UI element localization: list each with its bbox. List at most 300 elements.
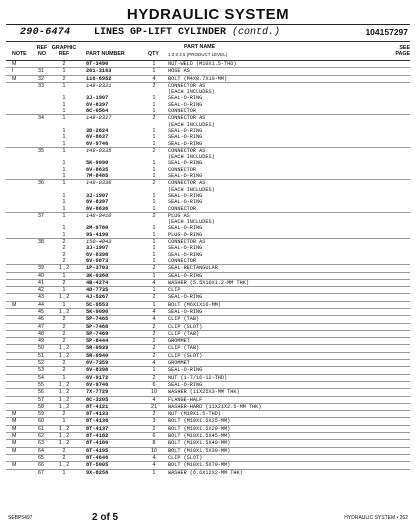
row-part-name: PLUG-O-RING <box>168 231 203 238</box>
row-qty: 1 <box>152 173 156 180</box>
row-part-number: 8T-4137 <box>86 425 109 432</box>
row-graphic-ref: 2 <box>62 323 66 330</box>
table-row <box>6 238 410 245</box>
row-graphic-ref: 2 <box>62 330 66 337</box>
row-qty: 10 <box>151 389 157 396</box>
row-part-number: 6V-9746 <box>86 381 109 388</box>
row-qty: 2 <box>152 374 156 381</box>
row-qty: 3 <box>152 418 156 425</box>
row-graphic-ref: 1 <box>62 108 66 115</box>
row-part-number: 6V-9746 <box>86 140 109 147</box>
row-ref-no: 31 <box>38 68 44 75</box>
table-row <box>6 75 410 82</box>
row-part-number: 6V-8635 <box>86 166 109 173</box>
row-part-number: 2M-9780 <box>86 225 109 232</box>
row-qty: 21 <box>151 403 157 410</box>
row-graphic-ref: 1 , 2 <box>58 381 70 388</box>
row-ref-no: 39 <box>38 265 44 272</box>
row-part-name: BOLT (M10X1.5X45-MM) <box>168 433 231 440</box>
row-graphic-ref: 1 , 2 <box>58 403 70 410</box>
row-part-number: 5C-9553 <box>86 301 109 308</box>
row-part-number: 5R-0939 <box>86 345 109 352</box>
row-graphic-ref: 1 , 2 <box>58 352 70 359</box>
row-graphic-ref: 2 <box>62 338 66 345</box>
table-row <box>6 447 410 454</box>
row-part-name: (EACH INCLUDES) <box>168 89 215 96</box>
assembly-description <box>94 27 280 38</box>
row-qty: 2 <box>152 294 156 301</box>
table-row <box>6 147 410 154</box>
row-part-number: 3J-1907 <box>86 245 109 252</box>
table-row <box>6 293 410 300</box>
row-qty: 1 <box>152 231 156 238</box>
row-qty: 10 <box>151 447 157 454</box>
row-part-name: SEAL-O-RING <box>168 95 203 102</box>
row-part-name: BOLT (M4X0.7X10-MM) <box>168 75 228 82</box>
table-row <box>6 410 410 417</box>
table-row <box>6 308 410 315</box>
row-qty: 1 <box>152 301 156 308</box>
table-row <box>6 403 410 410</box>
table-row <box>6 337 410 344</box>
row-note: M <box>12 411 17 418</box>
row-note: M <box>12 418 17 425</box>
row-qty: 2 <box>152 212 156 219</box>
row-part-number: 8T-4646 <box>86 454 109 461</box>
row-graphic-ref: 1 <box>62 205 66 212</box>
row-graphic-ref: 1 <box>62 469 66 476</box>
row-ref-no: 57 <box>38 396 44 403</box>
row-part-name: (EACH INCLUDES) <box>168 219 215 226</box>
row-qty: 2 <box>152 330 156 337</box>
row-qty: 2 <box>152 352 156 359</box>
row-note: M <box>12 75 17 82</box>
table-row <box>6 330 410 337</box>
row-part-name: SEAL-O-RING <box>168 101 203 108</box>
row-part-number: 8T-4121 <box>86 403 109 410</box>
row-graphic-ref: 1 <box>62 140 66 147</box>
row-part-name: GROMMET <box>168 338 190 345</box>
row-note: M <box>12 440 17 447</box>
row-ref-no: 47 <box>38 323 44 330</box>
row-part-name: CLIP (TAB) <box>168 316 200 323</box>
row-graphic-ref: 1 , 2 <box>58 440 70 447</box>
table-row <box>6 212 410 219</box>
row-part-number: 150-4043 <box>86 239 112 246</box>
row-part-name: CLIP (SLOT) <box>168 323 203 330</box>
table-row <box>6 286 410 293</box>
row-part-number: 6V-8398 <box>86 367 109 374</box>
row-graphic-ref: 1 , 2 <box>58 462 70 469</box>
row-ref-no: 65 <box>38 454 44 461</box>
row-qty: 6 <box>152 433 156 440</box>
row-ref-no: 34 <box>38 115 44 122</box>
row-ref-no: 44 <box>38 301 44 308</box>
col-note: NOTE <box>12 51 27 57</box>
row-part-number: 148-8410 <box>86 212 112 219</box>
row-ref-no: 33 <box>38 82 44 89</box>
table-row <box>6 352 410 359</box>
row-ref-no: 38 <box>38 239 44 246</box>
assembly-part-number: 290-6474 <box>20 27 71 38</box>
row-part-name: SEAL-O-RING <box>168 245 203 252</box>
row-part-number: 8C-0564 <box>86 108 109 115</box>
row-graphic-ref: 1 , 2 <box>58 389 70 396</box>
row-part-number: 8T-4182 <box>86 433 109 440</box>
column-header <box>6 42 410 60</box>
row-ref-no: 56 <box>38 389 44 396</box>
row-part-number: 9S-4190 <box>86 231 109 238</box>
table-row <box>6 425 410 432</box>
table-row <box>6 374 410 381</box>
assembly-description-cont: (contd.) <box>232 27 281 38</box>
row-qty: 2 <box>152 147 156 154</box>
row-part-number: 6V-8636 <box>86 205 109 212</box>
table-row <box>6 323 410 330</box>
row-qty: 1 <box>152 166 156 173</box>
row-qty: 2 <box>152 323 156 330</box>
row-ref-no: 53 <box>38 367 44 374</box>
row-part-name: GROMMET <box>168 360 190 367</box>
row-part-number: 4J-5267 <box>86 294 109 301</box>
row-graphic-ref: 2 <box>62 257 66 264</box>
row-graphic-ref: 1 <box>62 272 66 279</box>
row-part-name: SEAL-O-RING <box>168 381 203 388</box>
row-part-name: CONNECTOR AS <box>168 180 206 187</box>
row-part-name: CONNECTOR AS <box>168 82 206 89</box>
row-part-number: 8T-5005 <box>86 462 109 469</box>
row-part-name: SEAL-O-RING <box>168 251 203 258</box>
row-part-name: NUT (1-7/16-12-THD) <box>168 374 228 381</box>
row-part-name: CLIP (TAB) <box>168 330 200 337</box>
row-ref-no: 60 <box>38 418 44 425</box>
row-graphic-ref: 2 <box>62 360 66 367</box>
row-qty: 1 <box>152 199 156 206</box>
footer-section: HYDRAULIC SYSTEM • 262 <box>344 515 408 521</box>
row-qty: 1 <box>152 469 156 476</box>
row-part-number: 5P-7465 <box>86 316 109 323</box>
row-part-number: 7M-8485 <box>86 173 109 180</box>
row-part-name: WASHER (6.6X12X2-MM THK) <box>168 469 243 476</box>
row-graphic-ref: 1 , 2 <box>58 396 70 403</box>
row-part-name: CLIP (TAB) <box>168 345 200 352</box>
row-part-number: 8T-4136 <box>86 418 109 425</box>
table-row <box>6 179 410 186</box>
row-part-name: CONNECTOR <box>168 257 197 264</box>
row-qty: 1 <box>152 245 156 252</box>
table-row <box>6 301 410 308</box>
row-ref-no: 58 <box>38 403 44 410</box>
row-graphic-ref: 1 , 2 <box>58 294 70 301</box>
row-note: I <box>12 68 14 75</box>
row-part-number: 3J-1907 <box>86 95 109 102</box>
row-graphic-ref: 1 <box>62 134 66 141</box>
row-ref-no: 62 <box>38 433 44 440</box>
row-part-number: 261-3163 <box>86 68 112 75</box>
row-graphic-ref: 1 <box>62 225 66 232</box>
row-part-name: SEAL-O-RING <box>168 308 203 315</box>
row-graphic-ref: 2 <box>62 239 66 246</box>
row-qty: 1 <box>152 287 156 294</box>
row-part-number: 148-8336 <box>86 180 112 187</box>
row-part-number: 6V-8397 <box>86 199 109 206</box>
table-row <box>6 439 410 446</box>
table-row <box>6 264 410 271</box>
col-qty: QTY <box>148 51 159 57</box>
row-qty: 4 <box>152 462 156 469</box>
row-ref-no: 48 <box>38 330 44 337</box>
row-ref-no: 35 <box>38 147 44 154</box>
row-part-number: 6V-7359 <box>86 360 109 367</box>
row-graphic-ref: 1 <box>62 374 66 381</box>
table-row <box>6 469 410 476</box>
title-rule <box>6 24 410 25</box>
row-ref-no: 61 <box>38 425 44 432</box>
table-row <box>6 359 410 366</box>
row-part-number: 8T-3490 <box>86 61 109 67</box>
row-qty: 2 <box>152 265 156 272</box>
row-qty: 1 <box>152 160 156 167</box>
row-qty: 1 <box>152 95 156 102</box>
row-part-name: BOLT (M10X1.5X40-MM) <box>168 440 231 447</box>
table-row <box>6 67 410 74</box>
row-part-name: (EACH INCLUDES) <box>168 154 215 161</box>
row-graphic-ref: 1 , 2 <box>58 265 70 272</box>
table-row <box>6 388 410 395</box>
row-graphic-ref: 1 <box>62 160 66 167</box>
row-qty: 4 <box>152 279 156 286</box>
row-graphic-ref: 2 <box>62 367 66 374</box>
row-part-number: 8T-4195 <box>86 447 109 454</box>
table-row <box>6 396 410 403</box>
row-part-name: SEAL-O-RING <box>168 294 203 301</box>
row-ref-no: 51 <box>38 352 44 359</box>
row-graphic-ref: 2 <box>62 316 66 323</box>
row-ref-no: 49 <box>38 338 44 345</box>
row-graphic-ref: 1 , 2 <box>58 345 70 352</box>
table-row <box>6 461 410 468</box>
row-ref-no: 66 <box>38 462 44 469</box>
row-part-name: SEAL-O-RING <box>168 199 203 206</box>
row-ref-no: 41 <box>38 279 44 286</box>
row-part-number: 5K-9090 <box>86 308 109 315</box>
table-row <box>6 114 410 121</box>
row-graphic-ref: 1 <box>62 192 66 199</box>
row-graphic-ref: 1 <box>62 180 66 187</box>
row-ref-no: 42 <box>38 287 44 294</box>
row-ref-no: 46 <box>38 316 44 323</box>
row-part-name: NUT (M10X1.5-THD) <box>168 411 221 418</box>
row-qty: 2 <box>152 425 156 432</box>
row-part-number: 5R-0940 <box>86 352 109 359</box>
row-ref-no: 59 <box>38 411 44 418</box>
row-graphic-ref: 1 <box>62 101 66 108</box>
row-part-name: SEAL-O-RING <box>168 225 203 232</box>
row-part-name: SEAL-O-RING <box>168 367 203 374</box>
row-part-name: FLANGE-HALF <box>168 396 203 403</box>
row-qty: 1 <box>152 140 156 147</box>
row-note: M <box>12 447 17 454</box>
row-part-name: SEAL-O-RING <box>168 140 203 147</box>
row-qty: 1 <box>152 257 156 264</box>
row-graphic-ref: 1 <box>62 147 66 154</box>
row-part-number: 6V-8398 <box>86 251 109 258</box>
row-ref-no: 52 <box>38 360 44 367</box>
row-graphic-ref: 2 <box>62 61 66 67</box>
row-graphic-ref: 2 <box>62 75 66 82</box>
row-qty: 4 <box>152 454 156 461</box>
row-graphic-ref: 1 <box>62 127 66 134</box>
row-qty: 2 <box>152 411 156 418</box>
row-ref-no: 32 <box>38 75 44 82</box>
row-part-name: BOLT (M10X1.5X20-MM) <box>168 425 231 432</box>
row-graphic-ref: 1 , 2 <box>58 433 70 440</box>
row-note: M <box>12 462 17 469</box>
row-graphic-ref: 1 <box>62 95 66 102</box>
row-part-name: NUT-WELD (M10X1.5-THD) <box>168 61 237 67</box>
row-graphic-ref: 1 , 2 <box>58 425 70 432</box>
row-part-name: WASHER (5.5X10X1.2-MM THK) <box>168 279 249 286</box>
row-qty: 1 <box>152 239 156 246</box>
row-part-name: BOLT (M6X1X16-MM) <box>168 301 221 308</box>
row-part-number: 6V-8397 <box>86 101 109 108</box>
row-part-name: SEAL-O-RING <box>168 272 203 279</box>
table-row <box>6 82 410 89</box>
row-qty: 8 <box>152 440 156 447</box>
row-graphic-ref: 2 <box>62 454 66 461</box>
row-qty: 1 <box>152 134 156 141</box>
row-part-name: CLIP (SLOT) <box>168 352 203 359</box>
row-graphic-ref: 2 <box>62 411 66 418</box>
row-graphic-ref: 2 <box>62 279 66 286</box>
row-part-number: 148-8335 <box>86 147 112 154</box>
row-qty: 1 <box>152 101 156 108</box>
row-qty: 2 <box>152 180 156 187</box>
row-graphic-ref: 2 <box>62 447 66 454</box>
row-part-name: BOLT (M10X1.5X25-MM) <box>168 418 231 425</box>
row-part-name: SEAL-O-RING <box>168 127 203 134</box>
row-qty: 2 <box>152 338 156 345</box>
row-qty: 1 <box>152 68 156 75</box>
row-ref-no: 36 <box>38 180 44 187</box>
row-qty: 4 <box>152 316 156 323</box>
row-part-name: SEAL-RECTANGULAR <box>168 265 218 272</box>
col-part-name: PART NAME <box>184 44 216 50</box>
row-part-name: CLIP (SLOT) <box>168 454 203 461</box>
row-qty: 1 <box>152 192 156 199</box>
row-ref-no: 55 <box>38 381 44 388</box>
row-part-number: 5P-8444 <box>86 338 109 345</box>
row-graphic-ref: 1 <box>62 173 66 180</box>
footer-page-number: 2 of 5 <box>92 512 119 523</box>
row-part-name: PLUG AS <box>168 212 190 219</box>
row-graphic-ref: 2 <box>62 245 66 252</box>
row-qty: 4 <box>152 396 156 403</box>
row-part-name: SEAL-O-RING <box>168 134 203 141</box>
row-qty: 1 <box>152 108 156 115</box>
row-part-number: 148-8327 <box>86 115 112 122</box>
row-qty: 1 <box>152 272 156 279</box>
row-part-number: 6V-9172 <box>86 374 109 381</box>
table-row <box>6 272 410 279</box>
page-footer <box>0 512 416 526</box>
row-part-number: 8T-4133 <box>86 411 109 418</box>
row-qty: 6 <box>152 381 156 388</box>
row-part-name: CONNECTOR <box>168 166 197 173</box>
col-part-number: PART NUMBER <box>86 51 125 57</box>
row-part-name: SEAL-O-RING <box>168 192 203 199</box>
row-part-name: WASHER (11X25X3-MM THK) <box>168 389 240 396</box>
assembly-subheader <box>6 26 410 41</box>
row-part-number: 7X-7729 <box>86 389 109 396</box>
row-graphic-ref: 1 <box>62 82 66 89</box>
row-part-name: WASHER-HARD (11X21X2.5-MM THK) <box>168 403 262 410</box>
row-part-name: CLIP <box>168 287 181 294</box>
row-note: M <box>12 301 17 308</box>
row-qty: 1 <box>152 251 156 258</box>
footer-doc-id: SEBP5497 <box>8 515 33 521</box>
row-part-name: CONNECTOR <box>168 108 197 115</box>
row-part-name: CONNECTOR <box>168 205 197 212</box>
col-product-levels: 1 2 3 4 5 (PRODUCT LEVEL) <box>168 52 228 57</box>
row-qty: 1 <box>152 367 156 374</box>
row-ref-no: 67 <box>38 469 44 476</box>
row-graphic-ref: 1 <box>62 212 66 219</box>
row-part-name: CONNECTOR AS <box>168 115 206 122</box>
row-part-name: SEAL-O-RING <box>168 173 203 180</box>
row-part-number: 4D-7735 <box>86 287 109 294</box>
col-graphic-ref: GRAPHIC REF <box>51 45 77 57</box>
row-qty: 1 <box>152 127 156 134</box>
row-qty: 1 <box>152 61 156 67</box>
row-part-name: SEAL-O-RING <box>168 160 203 167</box>
row-qty: 4 <box>152 308 156 315</box>
row-part-name: HOSE AS <box>168 68 190 75</box>
row-part-number: 6V-9873 <box>86 257 109 264</box>
table-row <box>6 344 410 351</box>
col-see-page: SEE PAGE <box>395 45 410 57</box>
row-graphic-ref: 1 <box>62 68 66 75</box>
row-part-number: 116-6952 <box>86 75 112 82</box>
table-row <box>6 381 410 388</box>
row-qty: 4 <box>152 360 156 367</box>
row-qty: 2 <box>152 115 156 122</box>
row-ref-no: 40 <box>38 272 44 279</box>
row-ref-no: 54 <box>38 374 44 381</box>
col-ref-no: REF NO <box>36 45 48 57</box>
row-part-number: 8C-3205 <box>86 396 109 403</box>
row-part-name: (EACH INCLUDES) <box>168 186 215 193</box>
row-graphic-ref: 1 <box>62 287 66 294</box>
row-part-number: 3K-0360 <box>86 272 109 279</box>
row-graphic-ref: 1 <box>62 418 66 425</box>
parts-list <box>6 61 410 476</box>
row-graphic-ref: 1 , 2 <box>58 308 70 315</box>
row-part-name: BOLT (M10X1.5X70-MM) <box>168 462 231 469</box>
row-part-number: 3J-1907 <box>86 192 109 199</box>
row-graphic-ref: 1 <box>62 199 66 206</box>
row-graphic-ref: 1 <box>62 166 66 173</box>
row-qty: 2 <box>152 82 156 89</box>
row-graphic-ref: 2 <box>62 251 66 258</box>
row-ref-no: 37 <box>38 212 44 219</box>
row-graphic-ref: 1 <box>62 115 66 122</box>
row-part-number: 6V-8637 <box>86 134 109 141</box>
row-part-number: 3D-2824 <box>86 127 109 134</box>
row-qty: 1 <box>152 225 156 232</box>
row-ref-no: 45 <box>38 308 44 315</box>
page-title: HYDRAULIC SYSTEM <box>126 6 290 23</box>
